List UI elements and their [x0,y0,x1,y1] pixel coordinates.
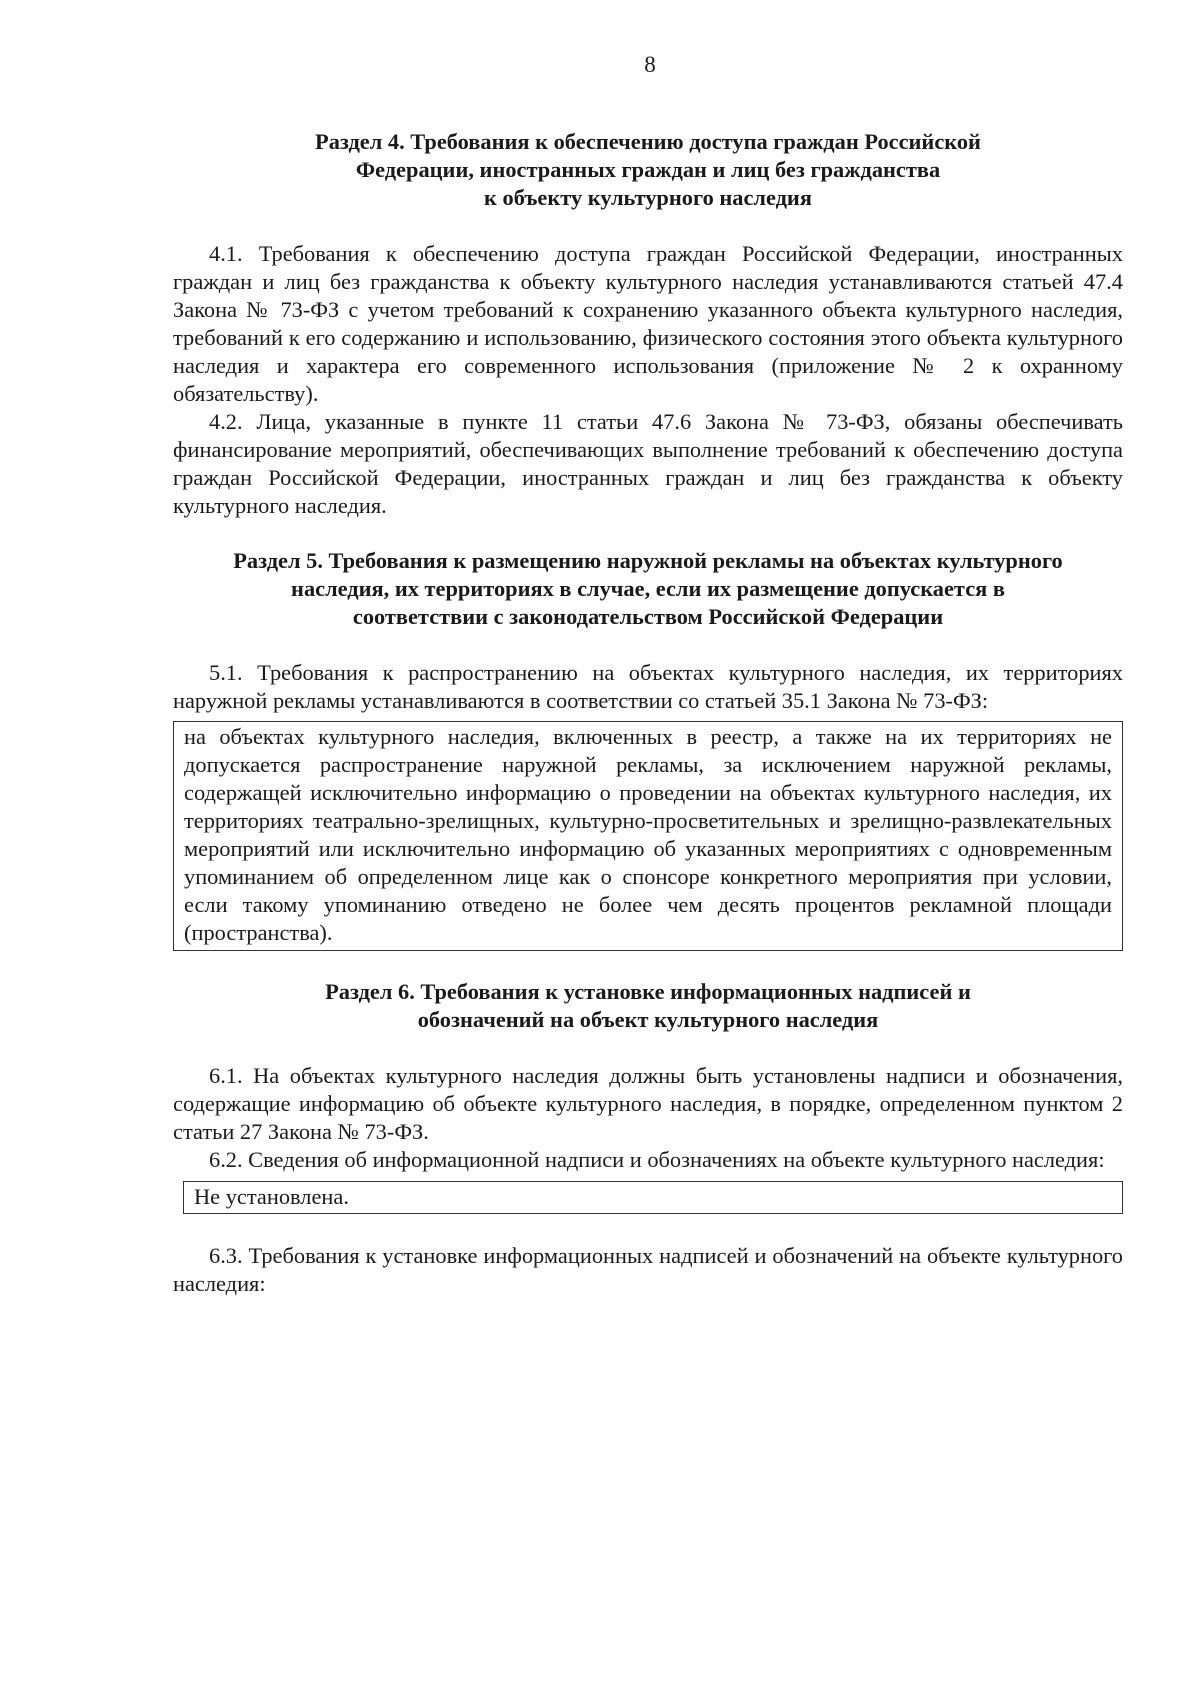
paragraph-6-3: 6.3. Требования к установке информационных надписей и обозначений на объекте культурного наследия: [173,1243,1123,1296]
section-4-heading-line: к объекту культурного наследия [484,185,812,210]
paragraph-4-1: 4.1. Требования к обеспечению доступа граждан Российской Федерации, иностранных граждан и лиц без гражданства к объекту культурного наследия устанавливаются статьей 47.4 Закона № 73-ФЗ с учетом требований к сохранению указанного объекта культурного наследия, требований к его содержанию и использованию, физического состояния этого объекта культурного наследия и характера его современного использования (приложение № 2 к охранному обязательству). [173,241,1123,406]
advertising-requirements-box [173,721,1123,951]
paragraph-4-2: 4.2. Лица, указанные в пункте 11 статьи 47.6 Закона № 73-ФЗ, обязаны обеспечивать финансирование мероприятий, обеспечивающих выполнение требований к обеспечению доступа граждан Российской Федерации, иностранных граждан и лиц без гражданства к объекту культурного наследия. [173,409,1123,518]
section-4-heading-line: Федерации, иностранных граждан и лиц без гражданства [355,157,941,182]
section-5-heading-line: Раздел 5. Требования к размещению наружной рекламы на объектах культурного [233,548,1063,573]
section-6-heading-line: Раздел 6. Требования к установке информационных надписей и [325,979,971,1004]
section-4-heading [173,128,1123,212]
inscription-status-box [183,1181,1123,1214]
advertising-requirements-text: на объектах культурного наследия, включенных в реестр, а также на их территориях не допускается распространение наружной рекламы, за исключением наружной рекламы, содержащей исключительно информацию о проведении на объектах культурного наследия, их территориях театрально-зрелищных, культурно-просветительных и зрелищно-развлекательных мероприятий или исключительно информацию об указанных мероприятиях с одновременным упоминанием об определенном лице как о спонсоре конкретного мероприятия при условии, если такому упоминанию отведено не более чем десять процентов рекламной площади (пространства). [184,724,1112,945]
section-4-heading-line: Раздел 4. Требования к обеспечению доступа граждан Российской [315,129,981,154]
section-6-heading-line: обозначений на объект культурного наследия [417,1007,879,1032]
section-5-heading [173,547,1123,631]
section-5-heading-line: соответствии с законодательством Российской Федерации [352,604,944,629]
inscription-status-text: Не установлена. [194,1184,349,1209]
section-6-heading [173,978,1123,1034]
paragraph-6-2: 6.2. Сведения об информационной надписи и обозначениях на объекте культурного наследия: [209,1147,1105,1172]
paragraph-6-1: 6.1. На объектах культурного наследия должны быть установлены надписи и обозначения, содержащие информацию об объекте культурного наследия, в порядке, определенном пунктом 2 статьи 27 Закона № 73-ФЗ. [173,1063,1123,1144]
page-number: 8 [644,52,656,77]
paragraph-5-1: 5.1. Требования к распространению на объектах культурного наследия, их территориях наружной рекламы устанавливаются в соответствии со статьей 35.1 Закона № 73-ФЗ: [173,660,1123,713]
section-5-heading-line: наследия, их территориях в случае, если их размещение допускается в [291,576,1005,601]
document-body [173,128,1123,1298]
